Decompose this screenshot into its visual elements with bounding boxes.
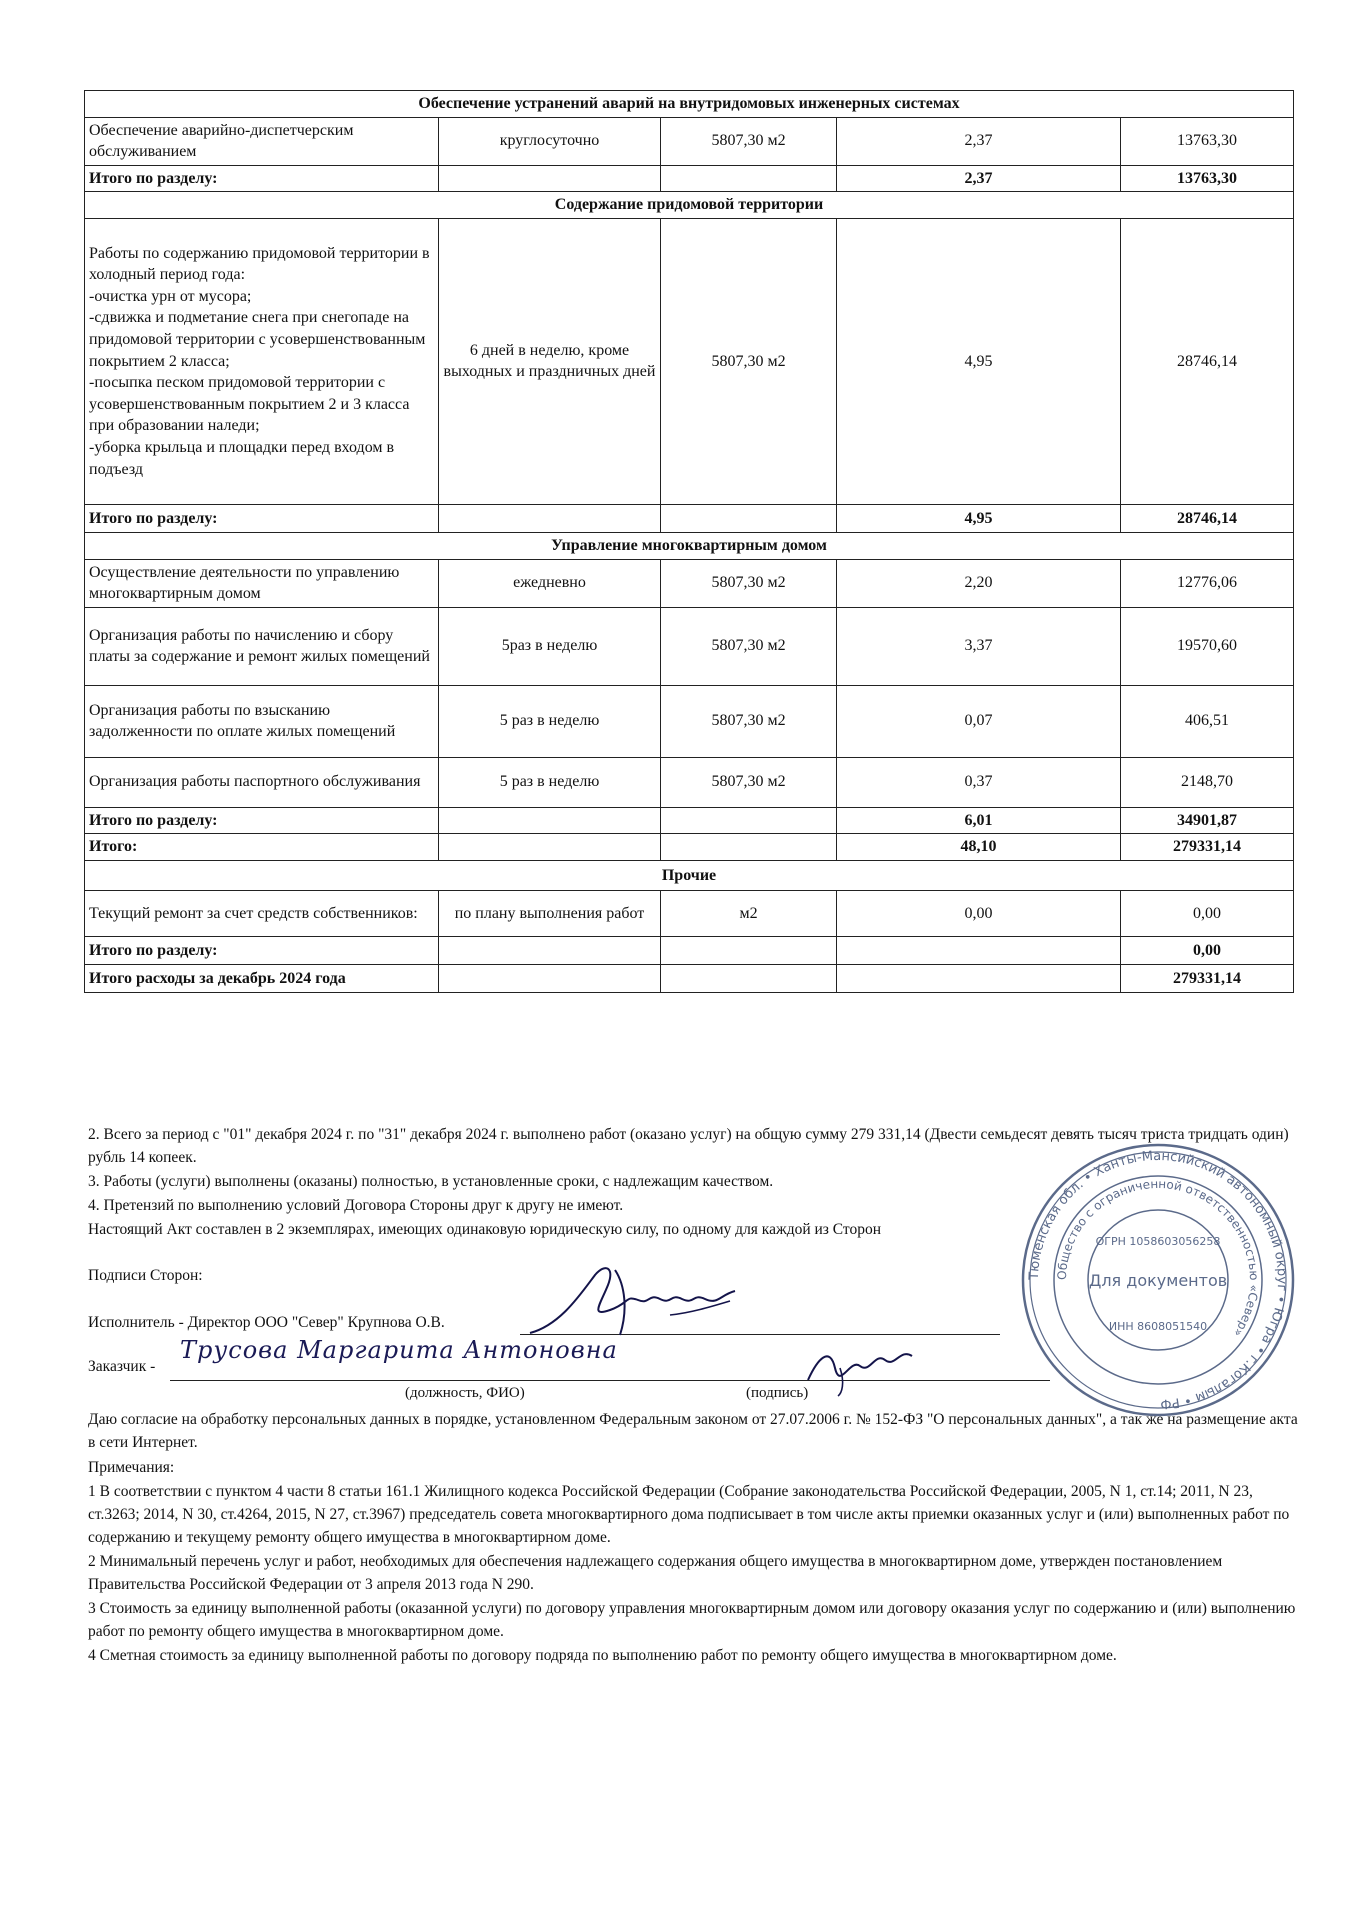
section-title: Прочие — [85, 860, 1294, 890]
paragraph-total-amount: 2. Всего за период с "01" декабря 2024 г. по "31" декабря 2024 г. выполнено работ (оказано услуг) на общую сумму 279 331,14 (Двести семьдесят девять тысяч триста тридцать один) рубль 14 копеек. — [88, 1126, 1289, 1166]
service-sum: 19570,60 — [1121, 607, 1294, 685]
service-area: 5807,30 м2 — [661, 607, 837, 685]
service-period: круглосуточно — [439, 117, 661, 165]
grand-total-label: Итого: — [85, 834, 439, 861]
table-row — [85, 890, 1294, 936]
total-sum: 0,00 — [1121, 936, 1294, 964]
customer-signature — [800, 1338, 930, 1398]
service-sum: 13763,30 — [1121, 117, 1294, 165]
total-rate: 4,95 — [837, 504, 1121, 532]
total-label: Итого по разделу: — [85, 165, 439, 192]
total-label: Итого по разделу: — [85, 807, 439, 834]
section-total-row — [85, 504, 1294, 532]
service-name: Текущий ремонт за счет средств собственников: — [85, 890, 439, 936]
service-sum: 28746,14 — [1121, 218, 1294, 504]
total-rate: 6,01 — [837, 807, 1121, 834]
section-title: Содержание придомовой территории — [85, 192, 1294, 219]
service-rate: 0,07 — [837, 685, 1121, 757]
seal-ogrn: ОГРН 1058603056258 — [1095, 1235, 1221, 1248]
service-name: Работы по содержанию придомовой территории в холодный период года: -очистка урн от мусора; -сдвижка и подметание снега при снегопаде на придомовой территории с усовершенствованным покрытием 2 класса; -посыпка песком придомовой территории с усовершенствованным покрытием 2 и 3 класса при образовании наледи; -уборка крыльца и площадки перед входом в подъезд — [85, 218, 439, 504]
service-name: Осуществление деятельности по управлению многоквартирным домом — [85, 559, 439, 607]
seal-outer-text: Тюменская обл. • Ханты-Мансийский автономный округ • Югра • г.Когалым • РФ — [1026, 1148, 1290, 1412]
empty-cell — [661, 964, 837, 992]
service-rate: 0,37 — [837, 757, 1121, 807]
grand-total-row — [85, 834, 1294, 861]
service-period: ежедневно — [439, 559, 661, 607]
service-area: 5807,30 м2 — [661, 218, 837, 504]
final-total-row — [85, 964, 1294, 992]
section-total-row — [85, 807, 1294, 834]
section-total-row — [85, 936, 1294, 964]
total-rate: 2,37 — [837, 165, 1121, 192]
signatures-title: Подписи Сторон: — [88, 1267, 203, 1284]
service-period: 5раз в неделю — [439, 607, 661, 685]
services-table — [84, 90, 1294, 993]
table-row — [85, 117, 1294, 165]
empty-cell — [661, 834, 837, 861]
section-header-emergency — [85, 91, 1294, 118]
service-rate: 2,20 — [837, 559, 1121, 607]
section-title: Обеспечение устранений аварий на внутридомовых инженерных системах — [85, 91, 1294, 118]
table-row — [85, 685, 1294, 757]
table-row — [85, 218, 1294, 504]
total-label: Итого по разделу: — [85, 504, 439, 532]
empty-cell — [439, 807, 661, 834]
service-name: Организация работы по начислению и сбору платы за содержание и ремонт жилых помещений — [85, 607, 439, 685]
total-sum: 13763,30 — [1121, 165, 1294, 192]
notes-title: Примечания: — [88, 1459, 175, 1476]
consent-paragraph: Даю согласие на обработку персональных данных в порядке, установленном Федеральным законом от 27.07.2006 г. № 152-ФЗ "О персональных данных", а так же на размещение акта в сети Интернет. — [88, 1411, 1298, 1451]
seal-inner-text: Общество с ограниченной ответственностью «Север» — [1054, 1176, 1262, 1340]
service-area: 5807,30 м2 — [661, 117, 837, 165]
paragraph-quality: 3. Работы (услуги) выполнены (оказаны) полностью, в установленные сроки, с надлежащим качеством. — [88, 1173, 774, 1190]
customer-line: Заказчик - — [88, 1358, 156, 1375]
total-sum: 34901,87 — [1121, 807, 1294, 834]
service-rate: 3,37 — [837, 607, 1121, 685]
empty-cell — [439, 936, 661, 964]
service-period: по плану выполнения работ — [439, 890, 661, 936]
total-label: Итого по разделу: — [85, 936, 439, 964]
note-1: 1 В соответствии с пунктом 4 части 8 статьи 161.1 Жилищного кодекса Российской Федерации (Собрание законодательства Российской Федерации, 2005, N 1, ст.14; 2011, N 23, ст.3263; 2014, N 30, ст.4264, 2015, N 27, ст.3967) председатель совета многоквартирного дома подписывает в том числе акты приемки оказанных услуг и (или) выполненных работ по содержанию и текущему ремонту общего имущества в многоквартирном доме. — [88, 1483, 1290, 1546]
customer-handwritten-name: Трусова Маргарита Антоновна — [180, 1336, 618, 1364]
table-row — [85, 607, 1294, 685]
service-period: 5 раз в неделю — [439, 685, 661, 757]
service-sum: 12776,06 — [1121, 559, 1294, 607]
service-area: 5807,30 м2 — [661, 685, 837, 757]
service-name: Обеспечение аварийно-диспетчерским обслуживанием — [85, 117, 439, 165]
final-total-label: Итого расходы за декабрь 2024 года — [85, 964, 439, 992]
final-total-sum: 279331,14 — [1121, 964, 1294, 992]
section-total-row — [85, 165, 1294, 192]
total-sum: 28746,14 — [1121, 504, 1294, 532]
hint-position-fio: (должность, ФИО) — [405, 1385, 525, 1401]
service-period: 5 раз в неделю — [439, 757, 661, 807]
service-area: 5807,30 м2 — [661, 757, 837, 807]
service-sum: 0,00 — [1121, 890, 1294, 936]
seal-inn: ИНН 8608051540 — [1108, 1320, 1208, 1333]
section-header-territory — [85, 192, 1294, 219]
empty-cell — [439, 504, 661, 532]
service-name: Организация работы по взысканию задолженности по оплате жилых помещений — [85, 685, 439, 757]
service-sum: 2148,70 — [1121, 757, 1294, 807]
paragraph-copies: Настоящий Акт составлен в 2 экземплярах, имеющих одинаковую юридическую силу, по одному для каждой из Сторон — [88, 1221, 882, 1238]
service-sum: 406,51 — [1121, 685, 1294, 757]
grand-total-rate: 48,10 — [837, 834, 1121, 861]
section-header-other — [85, 860, 1294, 890]
executor-line: Исполнитель - Директор ООО "Север" Крупнова О.В. — [88, 1314, 445, 1331]
empty-cell — [661, 936, 837, 964]
hint-signature: (подпись) — [746, 1385, 809, 1401]
empty-cell — [837, 936, 1121, 964]
note-4: 4 Сметная стоимость за единицу выполненной работы по договору подряда по выполнению работ по ремонту общего имущества в многоквартирном доме. — [88, 1647, 1117, 1664]
service-period: 6 дней в неделю, кроме выходных и праздничных дней — [439, 218, 661, 504]
company-seal — [1018, 1140, 1298, 1420]
service-rate: 2,37 — [837, 117, 1121, 165]
service-area: 5807,30 м2 — [661, 559, 837, 607]
table-row — [85, 559, 1294, 607]
table-row — [85, 757, 1294, 807]
empty-cell — [439, 834, 661, 861]
empty-cell — [439, 964, 661, 992]
grand-total-sum: 279331,14 — [1121, 834, 1294, 861]
empty-cell — [661, 165, 837, 192]
service-rate: 0,00 — [837, 890, 1121, 936]
empty-cell — [837, 964, 1121, 992]
empty-cell — [661, 504, 837, 532]
section-title: Управление многоквартирным домом — [85, 532, 1294, 559]
executor-signature — [520, 1255, 750, 1345]
empty-cell — [439, 165, 661, 192]
note-2: 2 Минимальный перечень услуг и работ, необходимых для обеспечения надлежащего содержания общего имущества в многоквартирном доме, утвержден постановлением Правительства Российской Федерации от 3 апреля 2013 года N 290. — [88, 1553, 1223, 1593]
empty-cell — [661, 807, 837, 834]
paragraph-claims: 4. Претензий по выполнению условий Договора Стороны друг к другу не имеют. — [88, 1197, 624, 1214]
service-area: м2 — [661, 890, 837, 936]
service-rate: 4,95 — [837, 218, 1121, 504]
section-header-management — [85, 532, 1294, 559]
note-3: 3 Стоимость за единицу выполненной работы (оказанной услуги) по договору управления многоквартирным домом или договору оказания услуг по содержанию и (или) выполнению работ по ремонту общего имущества в многоквартирном доме. — [88, 1600, 1296, 1640]
service-name: Организация работы паспортного обслуживания — [85, 757, 439, 807]
seal-center-text: Для документов — [1088, 1271, 1228, 1290]
